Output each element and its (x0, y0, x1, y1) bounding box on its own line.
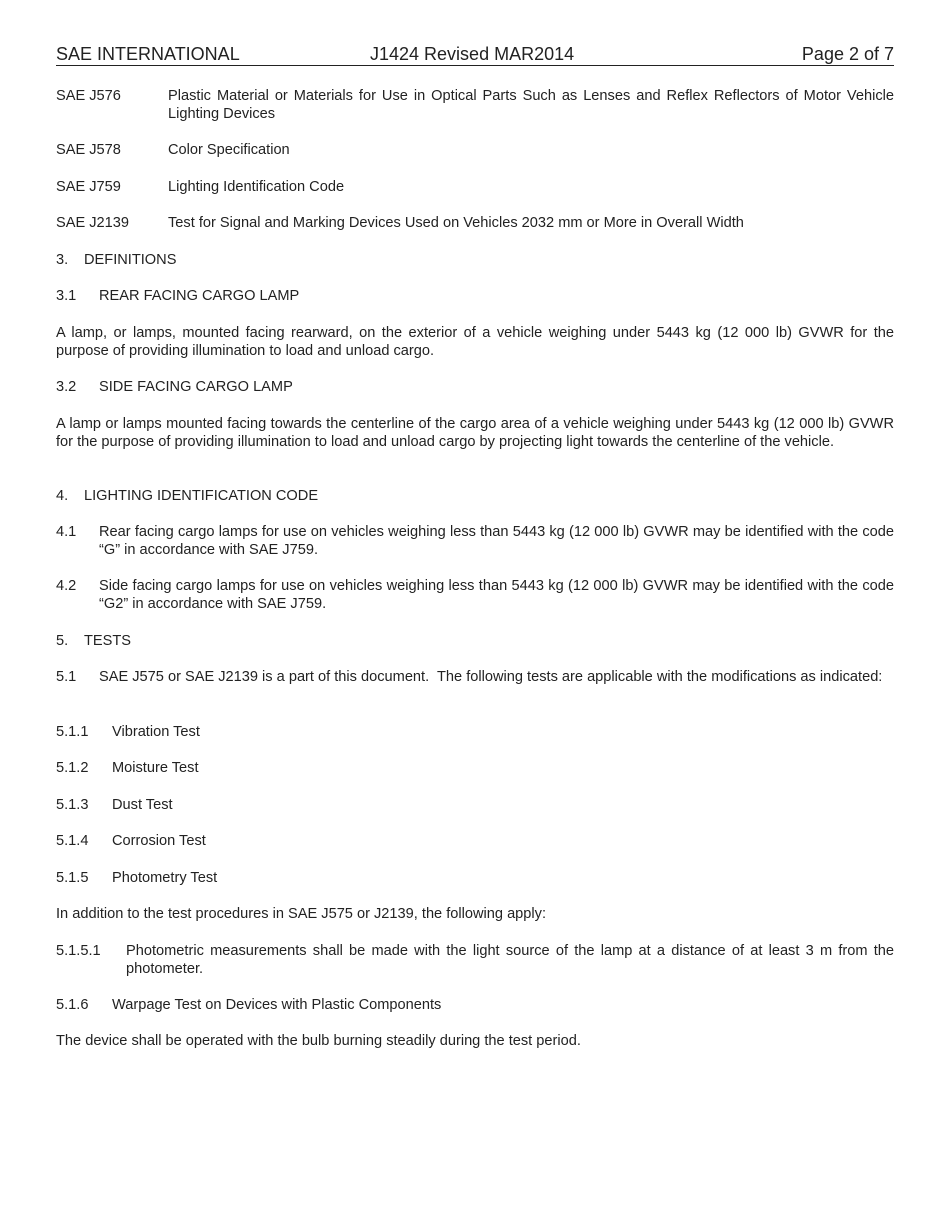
section-title: Corrosion Test (112, 833, 206, 849)
section-number: 5. (56, 633, 69, 649)
section-number: 5.1.3 (56, 797, 89, 813)
header-organization: SAE INTERNATIONAL (56, 44, 240, 64)
section-title: Vibration Test (112, 724, 200, 740)
section-number: 4. (56, 488, 69, 504)
numbered-paragraph (56, 942, 894, 978)
header-page-number: Page 2 of 7 (801, 44, 894, 64)
reference-title: Color Specification (168, 142, 290, 158)
subsection-heading (56, 723, 894, 741)
subsection-heading (56, 759, 894, 777)
numbered-paragraph (56, 577, 894, 613)
page-header (56, 43, 894, 66)
reference-item (56, 214, 894, 232)
section-number: 5.1 (56, 669, 77, 685)
section-title: DEFINITIONS (84, 252, 177, 268)
paragraph-text: Side facing cargo lamps for use on vehicles weighing less than 5443 kg (12 000 lb) GVWR may be identified with the code “G2” in accordance with SAE J759. (99, 578, 894, 612)
numbered-paragraph (56, 668, 894, 686)
reference-code: SAE J578 (56, 142, 121, 158)
section-number: 4.2 (56, 578, 77, 594)
section-title: Photometry Test (112, 870, 218, 886)
reference-item (56, 141, 894, 159)
section-heading-tests (56, 632, 894, 650)
section-number: 5.1.5 (56, 870, 89, 886)
section-number: 3.1 (56, 288, 77, 304)
section-number: 4.1 (56, 524, 77, 540)
reference-item (56, 87, 894, 123)
section-number: 5.1.1 (56, 724, 89, 740)
reference-title: Lighting Identification Code (168, 179, 345, 195)
header-document-id: J1424 Revised MAR2014 (370, 44, 575, 64)
section-title: Dust Test (112, 797, 173, 813)
subsection-heading (56, 832, 894, 850)
reference-title: Test for Signal and Marking Devices Used on Vehicles 2032 mm or More in Overall Width (168, 215, 744, 231)
paragraph-text: Photometric measurements shall be made with the light source of the lamp at a distance of at least 3 m from the photometer. (126, 943, 894, 977)
subsection-heading (56, 996, 894, 1014)
subsection-heading (56, 796, 894, 814)
section-title: LIGHTING IDENTIFICATION CODE (84, 488, 319, 504)
section-number: 5.1.2 (56, 760, 89, 776)
reference-code: SAE J759 (56, 179, 121, 195)
section-heading-lighting-identification-code (56, 487, 894, 505)
section-number: 3. (56, 252, 69, 268)
numbered-paragraph (56, 523, 894, 559)
section-heading-definitions (56, 251, 894, 269)
paragraph-text: SAE J575 or SAE J2139 is a part of this document. The following tests are applicable with the modifications as indicated: (99, 669, 883, 685)
section-heading-rear-facing-cargo-lamp (56, 287, 894, 305)
section-title: Warpage Test on Devices with Plastic Components (112, 997, 442, 1013)
body-paragraph: The device shall be operated with the bulb burning steadily during the test period. (56, 1033, 581, 1049)
section-title: Moisture Test (112, 760, 199, 776)
section-title: REAR FACING CARGO LAMP (99, 288, 300, 304)
reference-item (56, 178, 894, 196)
reference-code: SAE J576 (56, 88, 121, 104)
section-title: SIDE FACING CARGO LAMP (99, 379, 293, 395)
section-number: 3.2 (56, 379, 77, 395)
section-number: 5.1.5.1 (56, 943, 101, 959)
section-heading-side-facing-cargo-lamp (56, 378, 894, 396)
section-number: 5.1.4 (56, 833, 89, 849)
paragraph-text: Rear facing cargo lamps for use on vehicles weighing less than 5443 kg (12 000 lb) GVWR may be identified with the code “G” in accordance with SAE J759. (99, 524, 894, 558)
section-title: TESTS (84, 633, 132, 649)
section-number: 5.1.6 (56, 997, 89, 1013)
subsection-heading (56, 869, 894, 887)
reference-code: SAE J2139 (56, 215, 130, 231)
definition-paragraph: A lamp, or lamps, mounted facing rearward, on the exterior of a vehicle weighing under 5443 kg (12 000 lb) GVWR for the purpose of providing illumination to load and unload cargo. (56, 325, 894, 359)
body-paragraph: In addition to the test procedures in SAE J575 or J2139, the following apply: (56, 906, 547, 922)
reference-title: Plastic Material or Materials for Use in Optical Parts Such as Lenses and Reflex Reflectors of Motor Vehicle Lighting Devices (168, 88, 894, 122)
definition-paragraph: A lamp or lamps mounted facing towards the centerline of the cargo area of a vehicle weighing under 5443 kg (12 000 lb) GVWR for the purpose of providing illumination to load and unload cargo by projecting light towards the centerline of the vehicle. (56, 416, 894, 450)
